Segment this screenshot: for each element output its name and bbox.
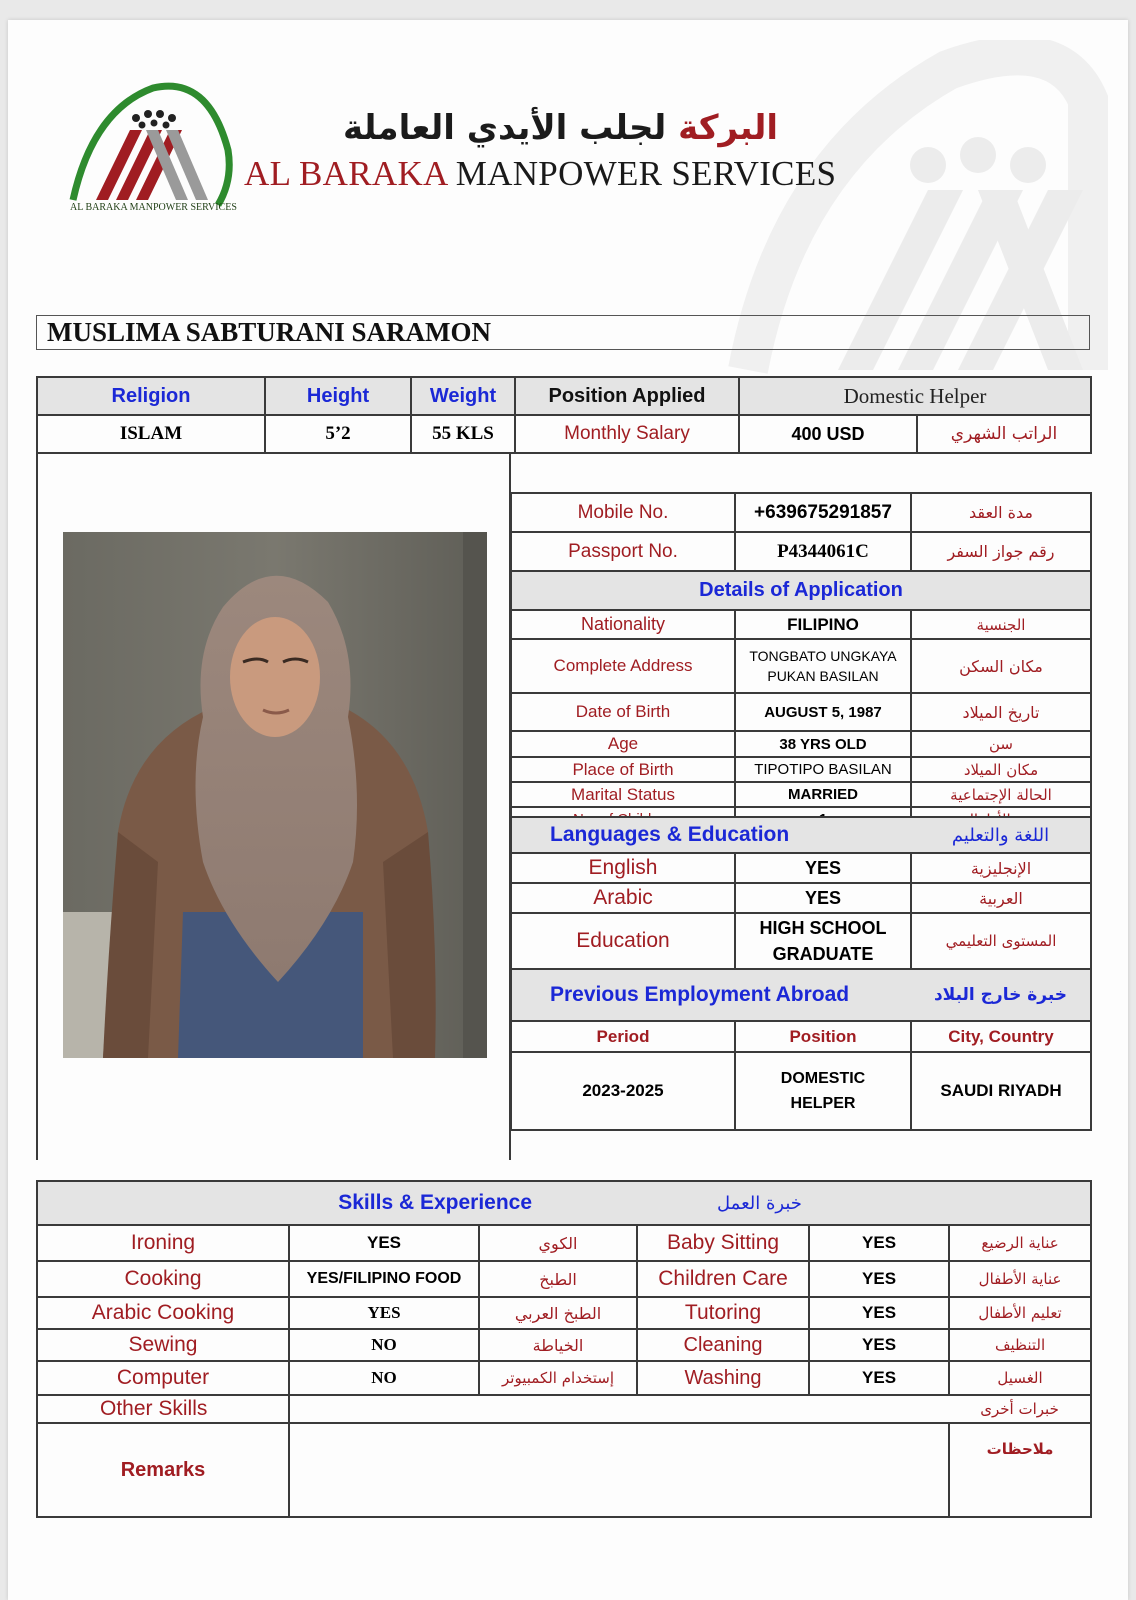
remarks-label: Remarks <box>37 1423 289 1517</box>
arabic-name-part2: لجلب الأيدي العاملة <box>343 108 667 148</box>
religion-label: Religion <box>37 377 265 415</box>
education-value <box>735 913 911 969</box>
english-arabic: الإنجليزية <box>911 853 1091 883</box>
skill-cooking-label: Cooking <box>37 1261 289 1297</box>
languages-title: Languages & Education <box>511 817 911 853</box>
dob-value: AUGUST 5, 1987 <box>735 693 911 731</box>
skill-babysitting-value: YES <box>809 1225 949 1261</box>
arabic-name-part1: البركة <box>678 108 778 148</box>
address-label: Complete Address <box>511 639 735 693</box>
languages-title-arabic: اللغة والتعليم <box>911 817 1091 853</box>
mobile-label: Mobile No. <box>511 493 735 532</box>
position-header: Position <box>735 1021 911 1052</box>
details-title: Details of Application <box>511 571 1091 610</box>
skill-sewing-label: Sewing <box>37 1329 289 1361</box>
age-value: 38 YRS OLD <box>735 731 911 757</box>
position-label: Position Applied <box>515 377 739 415</box>
pob-value: TIPOTIPO BASILAN <box>735 757 911 782</box>
period-header: Period <box>511 1021 735 1052</box>
skill-cleaning-arabic: التنظيف <box>949 1329 1091 1361</box>
passport-value: P4344061C <box>735 532 911 571</box>
skill-ironing-arabic: الكوي <box>479 1225 637 1261</box>
mobile-value: +639675291857 <box>735 493 911 532</box>
mobile-arabic: مدة العقد <box>911 493 1091 532</box>
candidate-name: MUSLIMA SABTURANI SARAMON <box>36 315 1090 350</box>
other-skills-value <box>289 1395 949 1423</box>
pob-label: Place of Birth <box>511 757 735 782</box>
marital-label: Marital Status <box>511 782 735 807</box>
skill-computer-value: NO <box>289 1361 479 1395</box>
skill-cleaning-label: Cleaning <box>637 1329 809 1361</box>
education-label: Education <box>511 913 735 969</box>
height-label: Height <box>265 377 411 415</box>
age-arabic: سن <box>911 731 1091 757</box>
skill-cooking-arabic: الطبخ <box>479 1261 637 1297</box>
nationality-label: Nationality <box>511 610 735 639</box>
skill-washing-label: Washing <box>637 1361 809 1395</box>
skill-cooking-value: YES/FILIPINO FOOD <box>289 1261 479 1297</box>
skill-sewing-value: NO <box>289 1329 479 1361</box>
skill-computer-arabic: إستخدام الكمبيوتر <box>479 1361 637 1395</box>
nationality-arabic: الجنسية <box>911 610 1091 639</box>
biodata-page <box>8 20 1128 1600</box>
english-name-part2: MANPOWER SERVICES <box>455 154 837 193</box>
skill-babysitting-label: Baby Sitting <box>637 1225 809 1261</box>
skills-table <box>36 1180 1092 1518</box>
address-value <box>735 639 911 693</box>
skills-title-arabic: خبرة العمل <box>637 1181 1091 1225</box>
skill-tutoring-label: Tutoring <box>637 1297 809 1329</box>
skill-washing-arabic: الغسيل <box>949 1361 1091 1395</box>
skill-washing-value: YES <box>809 1361 949 1395</box>
salary-arabic: الراتب الشهري <box>917 415 1091 453</box>
employment-title: Previous Employment Abroad <box>511 969 911 1021</box>
skill-tutoring-value: YES <box>809 1297 949 1329</box>
employment-position-line-1: DOMESTIC <box>780 1070 866 1087</box>
skill-ironing-label: Ironing <box>37 1225 289 1261</box>
city-header: City, Country <box>911 1021 1091 1052</box>
salary-value: 400 USD <box>739 415 917 453</box>
top-info-table <box>36 376 1092 454</box>
skill-arabiccooking-label: Arabic Cooking <box>37 1297 289 1329</box>
skill-ironing-value: YES <box>289 1225 479 1261</box>
arabic-arabic: العربية <box>911 883 1091 913</box>
passport-label: Passport No. <box>511 532 735 571</box>
logo-caption: AL BARAKA MANPOWER SERVICES <box>70 202 237 213</box>
english-value: YES <box>735 853 911 883</box>
arabic-label: Arabic <box>511 883 735 913</box>
remarks-value <box>289 1423 949 1517</box>
skill-childrencare-label: Children Care <box>637 1261 809 1297</box>
skill-childrencare-arabic: عناية الأطفال <box>949 1261 1091 1297</box>
skill-arabiccooking-value: YES <box>289 1297 479 1329</box>
weight-label: Weight <box>411 377 515 415</box>
education-arabic: المستوى التعليمي <box>911 913 1091 969</box>
skill-sewing-arabic: الخياطة <box>479 1329 637 1361</box>
arabic-value: YES <box>735 883 911 913</box>
pob-arabic: مكان الميلاد <box>911 757 1091 782</box>
weight-value: 55 KLS <box>411 415 515 453</box>
english-name-part1: AL BARAKA <box>244 154 447 193</box>
employment-position <box>735 1052 911 1130</box>
skill-tutoring-arabic: تعليم الأطفال <box>949 1297 1091 1329</box>
address-line-1: TONGBATO UNGKAYA <box>749 648 897 664</box>
religion-value: ISLAM <box>37 415 265 453</box>
marital-arabic: الحالة الإجتماعية <box>911 782 1091 807</box>
remarks-arabic: ملاحظات <box>949 1423 1091 1517</box>
details-table <box>510 492 1092 833</box>
company-english-name <box>244 154 836 194</box>
employment-title-arabic: خبرة خارج البلاد <box>911 969 1091 1021</box>
skills-title: Skills & Experience <box>37 1181 637 1225</box>
skill-childrencare-value: YES <box>809 1261 949 1297</box>
passport-arabic: رقم جواز السفر <box>911 532 1091 571</box>
address-arabic: مكان السكن <box>911 639 1091 693</box>
marital-value: MARRIED <box>735 782 911 807</box>
employment-period: 2023-2025 <box>511 1052 735 1130</box>
nationality-value: FILIPINO <box>735 610 911 639</box>
education-line-2: GRADUATE <box>772 944 874 964</box>
education-line-1: HIGH SCHOOL <box>759 918 887 938</box>
other-skills-label: Other Skills <box>37 1395 289 1423</box>
company-arabic-name <box>238 108 778 148</box>
english-label: English <box>511 853 735 883</box>
address-line-2: PUKAN BASILAN <box>767 668 879 684</box>
skill-cleaning-value: YES <box>809 1329 949 1361</box>
employment-city: SAUDI RIYADH <box>911 1052 1091 1130</box>
age-label: Age <box>511 731 735 757</box>
skill-computer-label: Computer <box>37 1361 289 1395</box>
salary-label: Monthly Salary <box>515 415 739 453</box>
dob-arabic: تاريخ الميلاد <box>911 693 1091 731</box>
height-value: 5’2 <box>265 415 411 453</box>
skill-babysitting-arabic: عناية الرضيع <box>949 1225 1091 1261</box>
position-value: Domestic Helper <box>739 377 1091 415</box>
employment-position-line-2: HELPER <box>790 1095 856 1112</box>
dob-label: Date of Birth <box>511 693 735 731</box>
candidate-photo <box>63 532 487 1058</box>
languages-table <box>510 816 1092 1131</box>
skill-arabiccooking-arabic: الطبخ العربي <box>479 1297 637 1329</box>
other-skills-arabic: خبرات أخرى <box>949 1395 1091 1423</box>
